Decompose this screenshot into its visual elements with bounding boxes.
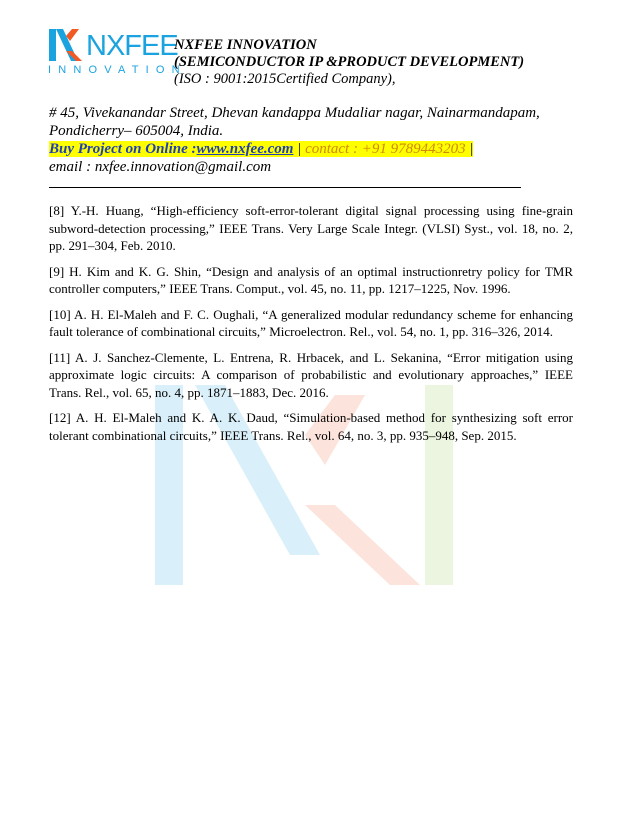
reference-item: [9] H. Kim and K. G. Shin, “Design and analysis of an optimal instructionretry policy for TMR controller computers,” IEEE Trans. Comput., vol. 45, no. 11, pp. 1217–1225, Nov. 1996. xyxy=(49,263,573,296)
logo-text: NXFEE xyxy=(86,30,178,62)
separator: | xyxy=(465,141,474,157)
header-divider xyxy=(49,187,521,188)
reference-list xyxy=(49,202,573,452)
company-header xyxy=(174,37,524,88)
contact-phone: contact : +91 9789443203 xyxy=(305,141,466,157)
email-line: email : nxfee.innovation@gmail.com xyxy=(49,159,272,175)
company-name: NXFEE INNOVATION xyxy=(174,37,317,53)
reference-item: [11] A. J. Sanchez-Clemente, L. Entrena, R. Hrbacek, and L. Sekanina, “Error mitigation using approximate logic circuits: A comparison of probabilistic and evolutionary approaches,” IEEE Trans. Rel., vol. 65, no. 4, pp. 1871–1883, Dec. 2016. xyxy=(49,349,573,400)
logo-subtext: INNOVATION xyxy=(48,64,187,76)
website-link[interactable]: www.nxfee.com xyxy=(196,141,294,157)
reference-item: [12] A. H. El-Maleh and K. A. K. Daud, “Simulation-based method for synthesizing soft error tolerant combinational circuits,” IEEE Trans. Rel., vol. 64, no. 3, pp. 935–948, Sep. 2015. xyxy=(49,410,573,443)
company-logo xyxy=(46,27,187,79)
buy-online-line xyxy=(49,140,540,158)
address-block xyxy=(49,104,540,176)
logo-mark-icon xyxy=(46,27,88,63)
address-line-1: # 45, Vivekanandar Street, Dhevan kandappa Mudaliar nagar, Nainarmandapam, xyxy=(49,105,540,121)
reference-item: [8] Y.-H. Huang, “High-efficiency soft-error-tolerant digital signal processing using fine-grain subword-detection processing,” IEEE Trans. Very Large Scale Integr. (VLSI) Syst., vol. 18, no. 2, pp. 291–304, Feb. 2010. xyxy=(49,203,573,253)
separator: | xyxy=(293,141,306,157)
company-division: (SEMICONDUCTOR IP &PRODUCT DEVELOPMENT) xyxy=(174,54,525,70)
iso-certification: (ISO : 9001:2015Certified Company), xyxy=(174,71,396,87)
buy-online-label: Buy Project on Online : xyxy=(49,141,197,157)
reference-item: [10] A. H. El-Maleh and F. C. Oughali, “A generalized modular redundancy scheme for enhancing fault tolerance of combinational circuits,” Microelectron. Rel., vol. 54, no. 1, pp. 316–326, 2014. xyxy=(49,306,573,339)
address-line-2: Pondicherry– 605004, India. xyxy=(49,123,224,139)
